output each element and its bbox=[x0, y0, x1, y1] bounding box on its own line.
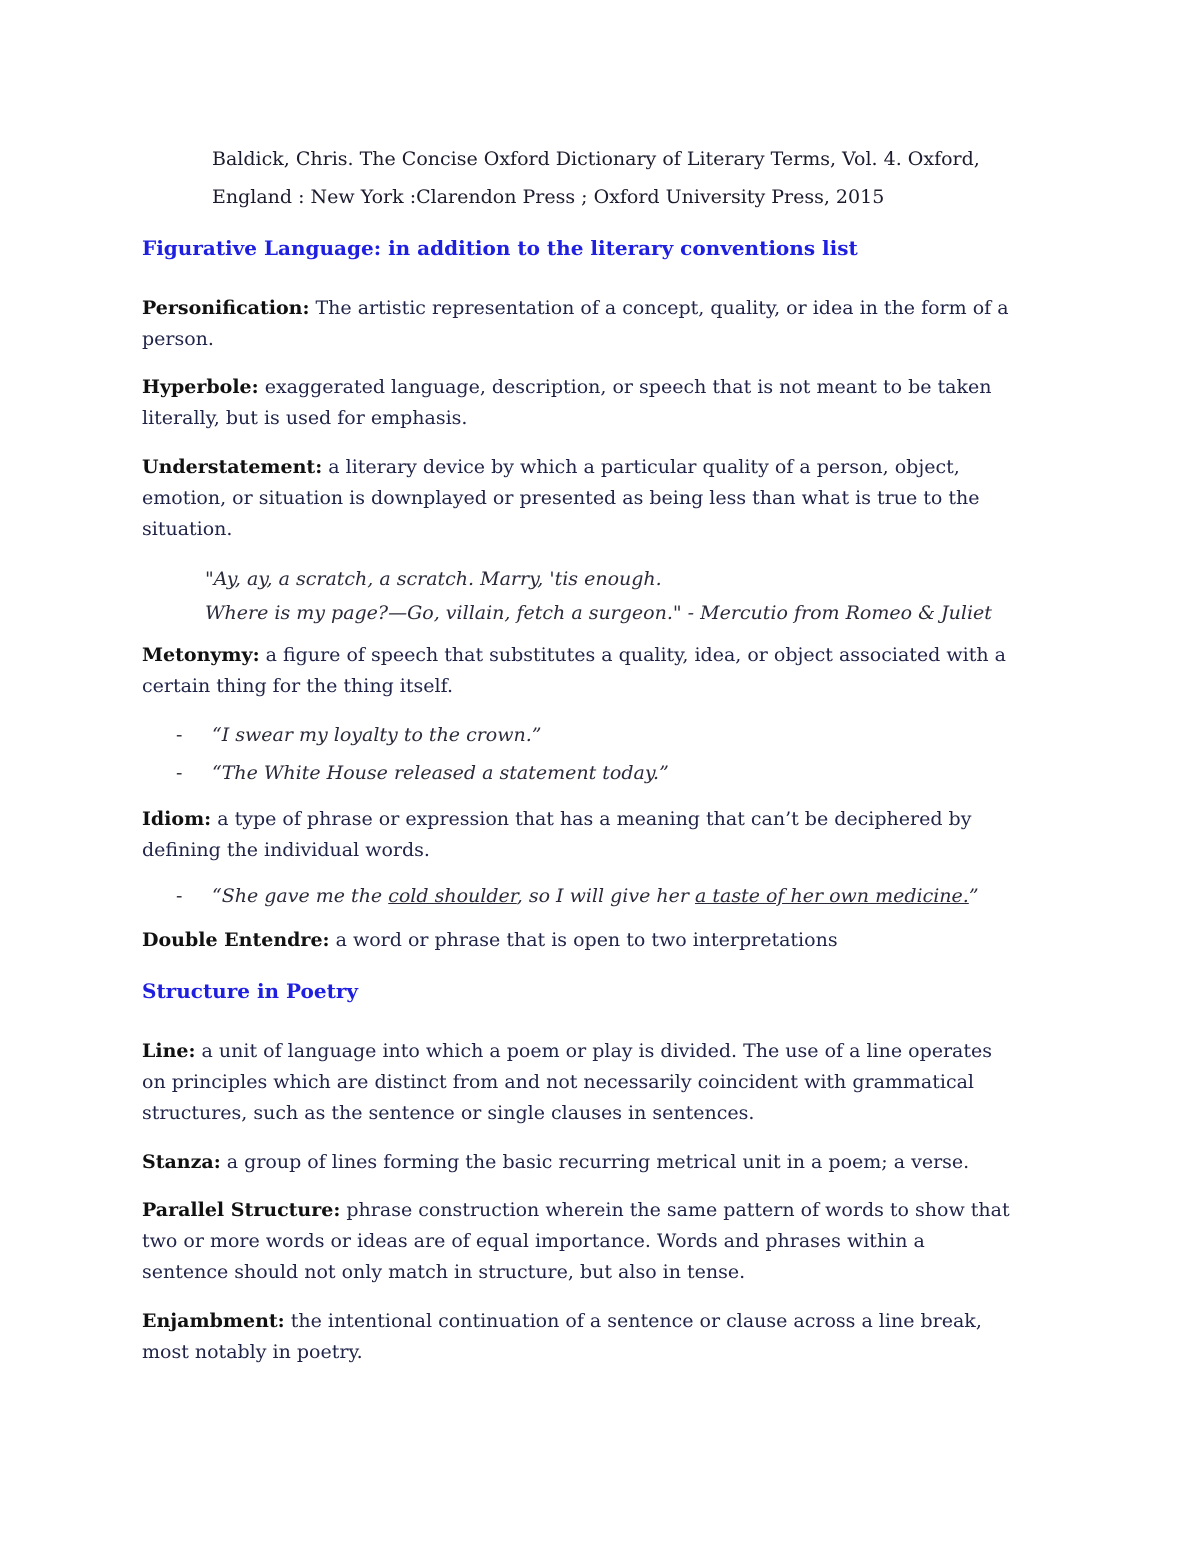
entry-line bbox=[142, 1036, 1012, 1129]
entry-personification bbox=[142, 293, 1012, 355]
entry-definition: a literary device by which a particular quality of a person, object, emotion, or situation is downplayed or presented as being less than what is true to the situation. bbox=[142, 456, 980, 540]
entry-parallel-structure bbox=[142, 1195, 1012, 1288]
entry-understatement bbox=[142, 452, 1012, 545]
underlined-phrase-cold-shoulder: cold shoulder bbox=[388, 885, 517, 907]
metonymy-example-2 bbox=[176, 756, 669, 790]
example-text-part: ” bbox=[968, 885, 979, 907]
entry-double-entendre bbox=[142, 925, 1012, 956]
section-heading-figurative-language: Figurative Language: in addition to the literary conventions list bbox=[142, 236, 858, 260]
bullet-dash: - bbox=[176, 724, 183, 746]
entry-term: Double Entendre: bbox=[142, 929, 330, 951]
entry-idiom bbox=[142, 804, 1012, 866]
entry-term: Personification: bbox=[142, 297, 310, 319]
bullet-dash: - bbox=[176, 762, 183, 784]
entry-metonymy bbox=[142, 640, 1012, 702]
entry-definition: a unit of language into which a poem or play is divided. The use of a line operates on principles which are distinct from and not necessarily coincident with grammatical structures, such as the sentence or single clauses in sentences. bbox=[142, 1040, 993, 1124]
entry-definition: exaggerated language, description, or speech that is not meant to be taken literally, but is used for emphasis. bbox=[142, 376, 992, 429]
entry-term: Understatement: bbox=[142, 456, 323, 478]
entry-term: Hyperbole: bbox=[142, 376, 259, 398]
metonymy-example-1 bbox=[176, 718, 542, 752]
quote-line-1: "Ay, ay, a scratch, a scratch. Marry, 'tis enough. bbox=[205, 568, 662, 590]
entry-definition: a type of phrase or expression that has a meaning that can’t be deciphered by defining the individual words. bbox=[142, 808, 972, 861]
entry-term: Parallel Structure: bbox=[142, 1199, 341, 1221]
example-text bbox=[212, 885, 979, 907]
entry-stanza bbox=[142, 1147, 1012, 1178]
bullet-dash: - bbox=[176, 885, 183, 907]
entry-term: Metonymy: bbox=[142, 644, 260, 666]
idiom-example bbox=[176, 879, 979, 913]
entry-term: Enjambment: bbox=[142, 1310, 285, 1332]
citation-line-1: Baldick, Chris. The Concise Oxford Dictionary of Literary Terms, Vol. 4. Oxford, bbox=[212, 148, 980, 170]
entry-definition: phrase construction wherein the same pattern of words to show that two or more words or ideas are of equal importance. Words and phrases within a sentence should not only match in structure, but also in tense. bbox=[142, 1199, 1010, 1283]
section-heading-structure-in-poetry: Structure in Poetry bbox=[142, 979, 359, 1003]
entry-term: Idiom: bbox=[142, 808, 212, 830]
entry-definition: The artistic representation of a concept, quality, or idea in the form of a person. bbox=[142, 297, 1009, 350]
example-text-part: , so I will give her bbox=[516, 885, 695, 907]
entry-definition: the intentional continuation of a sentence or clause across a line break, most notably in poetry. bbox=[142, 1310, 982, 1363]
example-text: “The White House released a statement today.” bbox=[212, 762, 669, 784]
underlined-phrase-taste-of-medicine: a taste of her own medicine. bbox=[694, 885, 969, 907]
entry-hyperbole bbox=[142, 372, 1012, 434]
understatement-quote bbox=[205, 562, 1085, 630]
entry-definition: a word or phrase that is open to two interpretations bbox=[329, 929, 838, 951]
entry-definition: a figure of speech that substitutes a quality, idea, or object associated with a certain thing for the thing itself. bbox=[142, 644, 1006, 697]
quote-line-2: Where is my page?—Go, villain, fetch a surgeon." - Mercutio from Romeo & Juliet bbox=[205, 602, 992, 624]
citation bbox=[212, 140, 1112, 216]
example-text-part: “She gave me the bbox=[212, 885, 389, 907]
entry-term: Line: bbox=[142, 1040, 196, 1062]
entry-term: Stanza: bbox=[142, 1151, 221, 1173]
entry-definition: a group of lines forming the basic recurring metrical unit in a poem; a verse. bbox=[220, 1151, 970, 1173]
citation-line-2: England : New York :Clarendon Press ; Oxford University Press, 2015 bbox=[212, 186, 885, 208]
entry-enjambment bbox=[142, 1306, 1012, 1368]
example-text: “I swear my loyalty to the crown.” bbox=[212, 724, 542, 746]
